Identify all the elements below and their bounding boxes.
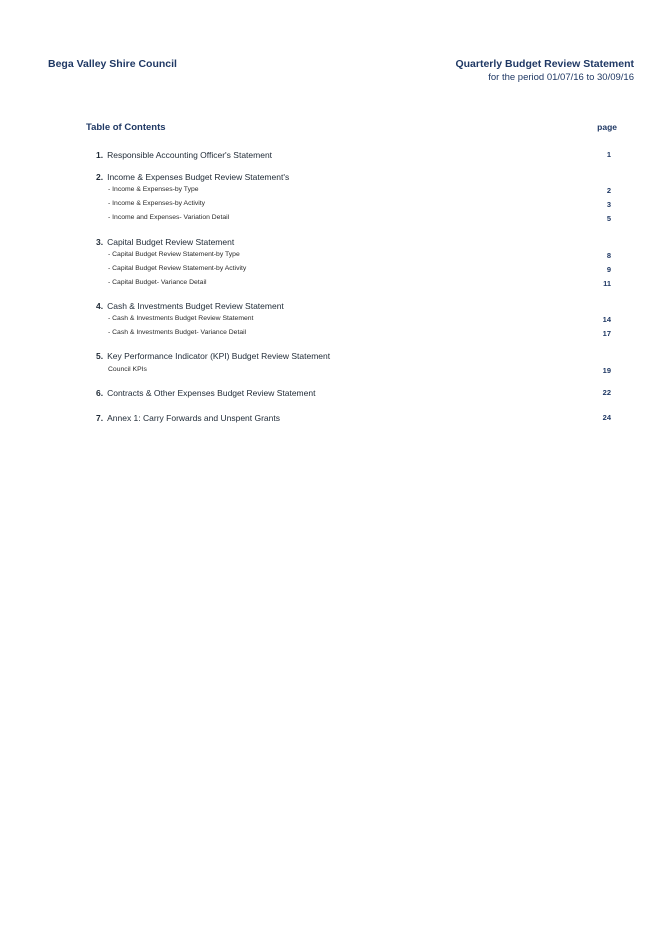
toc-subentry[interactable] <box>0 265 662 277</box>
subentry-label: - Income and Expenses- Variation Detail <box>108 214 230 221</box>
entry-number: 1. <box>96 150 104 160</box>
entry-label: Income & Expenses Budget Review Statement's <box>107 172 290 182</box>
reporting-period: for the period 01/07/16 to 30/09/16 <box>488 72 634 83</box>
subentry-label: - Cash & Investments Budget- Variance Detail <box>108 329 247 336</box>
toc-entry[interactable] <box>0 351 662 363</box>
toc-subentry[interactable] <box>0 366 662 378</box>
entry-label: Key Performance Indicator (KPI) Budget Review Statement <box>107 351 331 361</box>
organisation-name: Bega Valley Shire Council <box>48 58 177 70</box>
entry-number: 5. <box>96 351 104 361</box>
subentry-label: Council KPIs <box>108 366 147 373</box>
entry-page: 5 <box>606 214 611 223</box>
entry-page: 24 <box>602 413 611 422</box>
entry-page: 22 <box>602 388 611 397</box>
toc-entry[interactable] <box>0 172 662 184</box>
toc-entry[interactable] <box>0 237 662 249</box>
entry-page: 8 <box>606 251 611 260</box>
entry-number: 7. <box>96 413 104 423</box>
entry-number: 6. <box>96 388 104 398</box>
document-title: Quarterly Budget Review Statement <box>455 58 634 70</box>
toc-subentry[interactable] <box>0 279 662 291</box>
entry-number: 2. <box>96 172 104 182</box>
toc-subentry[interactable] <box>0 200 662 212</box>
entry-page: 17 <box>602 329 611 338</box>
subentry-label: - Capital Budget Review Statement-by Activity <box>108 265 247 272</box>
toc-heading: Table of Contents <box>86 122 166 133</box>
entry-label: Annex 1: Carry Forwards and Unspent Grants <box>107 413 281 423</box>
toc-subentry[interactable] <box>0 315 662 327</box>
subentry-label: - Income & Expenses-by Activity <box>108 200 206 207</box>
entry-label: Capital Budget Review Statement <box>107 237 235 247</box>
entry-number: 3. <box>96 237 104 247</box>
page-column-heading: page <box>597 122 617 132</box>
entry-page: 11 <box>603 279 611 288</box>
subentry-label: - Capital Budget Review Statement-by Type <box>108 251 240 258</box>
toc-subentry[interactable] <box>0 251 662 263</box>
toc-entry[interactable] <box>0 301 662 313</box>
entry-label: Contracts & Other Expenses Budget Review Statement <box>107 388 316 398</box>
entry-page: 9 <box>606 265 611 274</box>
entry-label: Responsible Accounting Officer's Statement <box>107 150 273 160</box>
toc-entry[interactable] <box>0 150 662 162</box>
toc-subentry[interactable] <box>0 214 662 226</box>
subentry-label: - Income & Expenses-by Type <box>108 186 199 193</box>
entry-label: Cash & Investments Budget Review Statement <box>107 301 284 311</box>
entry-page: 1 <box>606 150 611 159</box>
subentry-label: - Capital Budget- Variance Detail <box>108 279 207 286</box>
entry-page: 14 <box>602 315 611 324</box>
toc-entry[interactable] <box>0 413 662 425</box>
entry-number: 4. <box>96 301 104 311</box>
entry-page: 19 <box>602 366 611 375</box>
entry-page: 2 <box>606 186 611 195</box>
toc-subentry[interactable] <box>0 329 662 341</box>
toc-entry[interactable] <box>0 388 662 400</box>
subentry-label: - Cash & Investments Budget Review Statement <box>108 315 254 322</box>
entry-page: 3 <box>606 200 611 209</box>
toc-subentry[interactable] <box>0 186 662 198</box>
